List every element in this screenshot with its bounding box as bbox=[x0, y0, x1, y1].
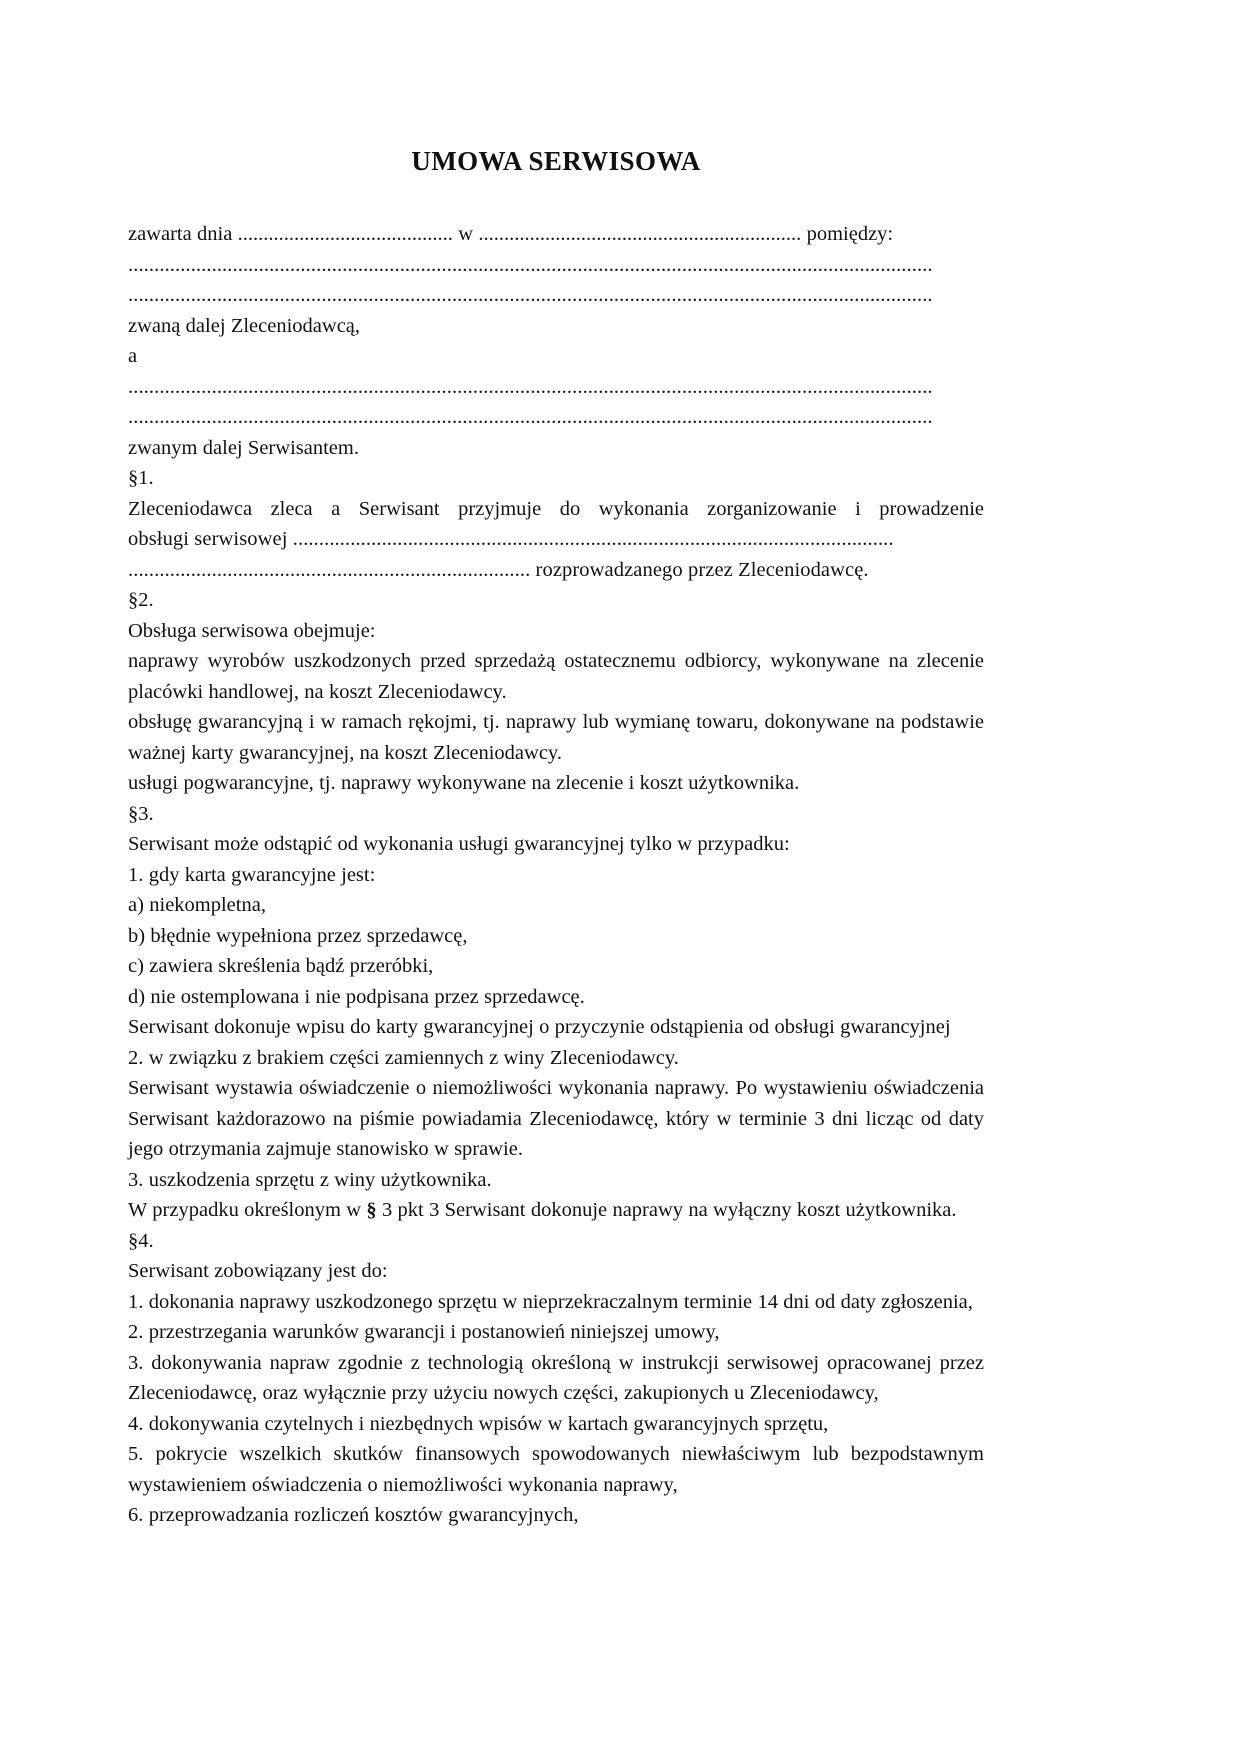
preamble-date-line bbox=[128, 219, 984, 250]
party2-blank-line-1: .......................................................................................................................................................... bbox=[128, 375, 933, 398]
section-3-note-2: Serwisant wystawia oświadczenie o niemożliwości wykonania naprawy. Po wystawieniu oświadczenia Serwisant każdorazowo na piśmie powiadamia Zleceniodawcę, który w terminie 3 dni licząc od daty jego otrzymania zajmuje stanowisko w sprawie. bbox=[128, 1077, 984, 1161]
preamble-place-dots: ............................................................... bbox=[478, 223, 802, 246]
preamble-place-word: w bbox=[458, 223, 474, 246]
section-3-closing bbox=[128, 1195, 984, 1226]
section-3-item-1: 1. gdy karta gwarancyjne jest: bbox=[128, 863, 376, 886]
preamble-between-word: pomiędzy: bbox=[806, 223, 894, 246]
party1-label: zwaną dalej Zleceniodawcą, bbox=[128, 314, 361, 337]
section-2-item-1: naprawy wyrobów uszkodzonych przed sprzedażą ostatecznemu odbiorcy, wykonywane na zlecenie placówki handlowej, na koszt Zleceniodawcy. bbox=[128, 650, 984, 703]
section-1-paragraph-1: Zleceniodawca zleca a Serwisant przyjmuje do wykonania zorganizowanie i prowadzenie bbox=[128, 497, 984, 520]
section-symbol-icon: § bbox=[366, 1199, 377, 1222]
section-3-item-1c: c) zawiera skreślenia bądź przeróbki, bbox=[128, 955, 434, 978]
page-title: UMOWA SERWISOWA bbox=[411, 146, 701, 176]
section-4-item-1: 1. dokonania naprawy uszkodzonego sprzętu w nieprzekraczalnym terminie 14 dni od daty zgłoszenia, bbox=[128, 1290, 973, 1313]
section-3-intro: Serwisant może odstąpić od wykonania usługi gwarancyjnej tylko w przypadku: bbox=[128, 833, 790, 856]
document-body bbox=[128, 146, 984, 1531]
party2-label: zwanym dalej Serwisantem. bbox=[128, 436, 359, 459]
section-2-intro: Obsługa serwisowa obejmuje: bbox=[128, 619, 376, 642]
section-3-closing-before: W przypadku określonym w bbox=[128, 1199, 367, 1222]
section-1-paragraph-3: ............................................................................. rozprowadzanego przez Zleceniodawcę. bbox=[128, 558, 869, 581]
section-2-item-2: obsługę gwarancyjną i w ramach rękojmi, tj. naprawy lub wymianę towaru, dokonywane na podstawie ważnej karty gwarancyjnej, na koszt Zleceniodawcy. bbox=[128, 711, 984, 764]
section-marker-1: §1. bbox=[128, 467, 154, 490]
section-3-closing-after: 3 pkt 3 Serwisant dokonuje naprawy na wyłączny koszt użytkownika. bbox=[376, 1199, 957, 1222]
section-marker-4: §4. bbox=[128, 1229, 154, 1252]
section-3-item-3: 3. uszkodzenia sprzętu z winy użytkownika. bbox=[128, 1168, 492, 1191]
section-3-item-1d: d) nie ostemplowana i nie podpisana przez sprzedawcę. bbox=[128, 985, 585, 1008]
section-2-item-3: usługi pogwarancyjne, tj. naprawy wykonywane na zlecenie i koszt użytkownika. bbox=[128, 772, 800, 795]
party1-blank-line-1: .......................................................................................................................................................... bbox=[128, 253, 933, 276]
section-marker-3: §3. bbox=[128, 802, 154, 825]
section-1-paragraph-2: obsługi serwisowej ................................................................................................................... bbox=[128, 528, 894, 551]
party1-blank-line-2: .......................................................................................................................................................... bbox=[128, 284, 933, 307]
section-3-item-1b: b) błędnie wypełniona przez sprzedawcę, bbox=[128, 924, 468, 947]
section-4-item-3: 3. dokonywania napraw zgodnie z technologią określoną w instrukcji serwisowej opracowanej przez Zleceniodawcę, oraz wyłącznie przy użyciu nowych części, zakupionych u Zleceniodawcy, bbox=[128, 1351, 984, 1405]
section-4-intro: Serwisant zobowiązany jest do: bbox=[128, 1260, 388, 1283]
section-4-item-6: 6. przeprowadzania rozliczeń kosztów gwarancyjnych, bbox=[128, 1504, 579, 1527]
section-3-item-2: 2. w związku z brakiem części zamiennych z winy Zleceniodawcy. bbox=[128, 1046, 679, 1069]
preamble-date-dots: .......................................... bbox=[237, 223, 453, 246]
section-marker-2: §2. bbox=[128, 589, 154, 612]
section-4-item-5: 5. pokrycie wszelkich skutków finansowych spowodowanych niewłaściwym lub bezpodstawnym wystawieniem oświadczenia o niemożliwości wykonania naprawy, bbox=[128, 1443, 984, 1496]
preamble-date-prefix: zawarta dnia bbox=[128, 223, 233, 246]
parties-conjunction: a bbox=[128, 345, 138, 368]
section-3-note-1: Serwisant dokonuje wpisu do karty gwarancyjnej o przyczynie odstąpienia od obsługi gwarancyjnej bbox=[128, 1016, 951, 1039]
party2-blank-line-2: .......................................................................................................................................................... bbox=[128, 406, 933, 429]
section-4-item-4: 4. dokonywania czytelnych i niezbędnych wpisów w kartach gwarancyjnych sprzętu, bbox=[128, 1412, 829, 1435]
section-3-item-1a: a) niekompletna, bbox=[128, 894, 266, 917]
section-4-item-2: 2. przestrzegania warunków gwarancji i postanowień niniejszej umowy, bbox=[128, 1321, 720, 1344]
